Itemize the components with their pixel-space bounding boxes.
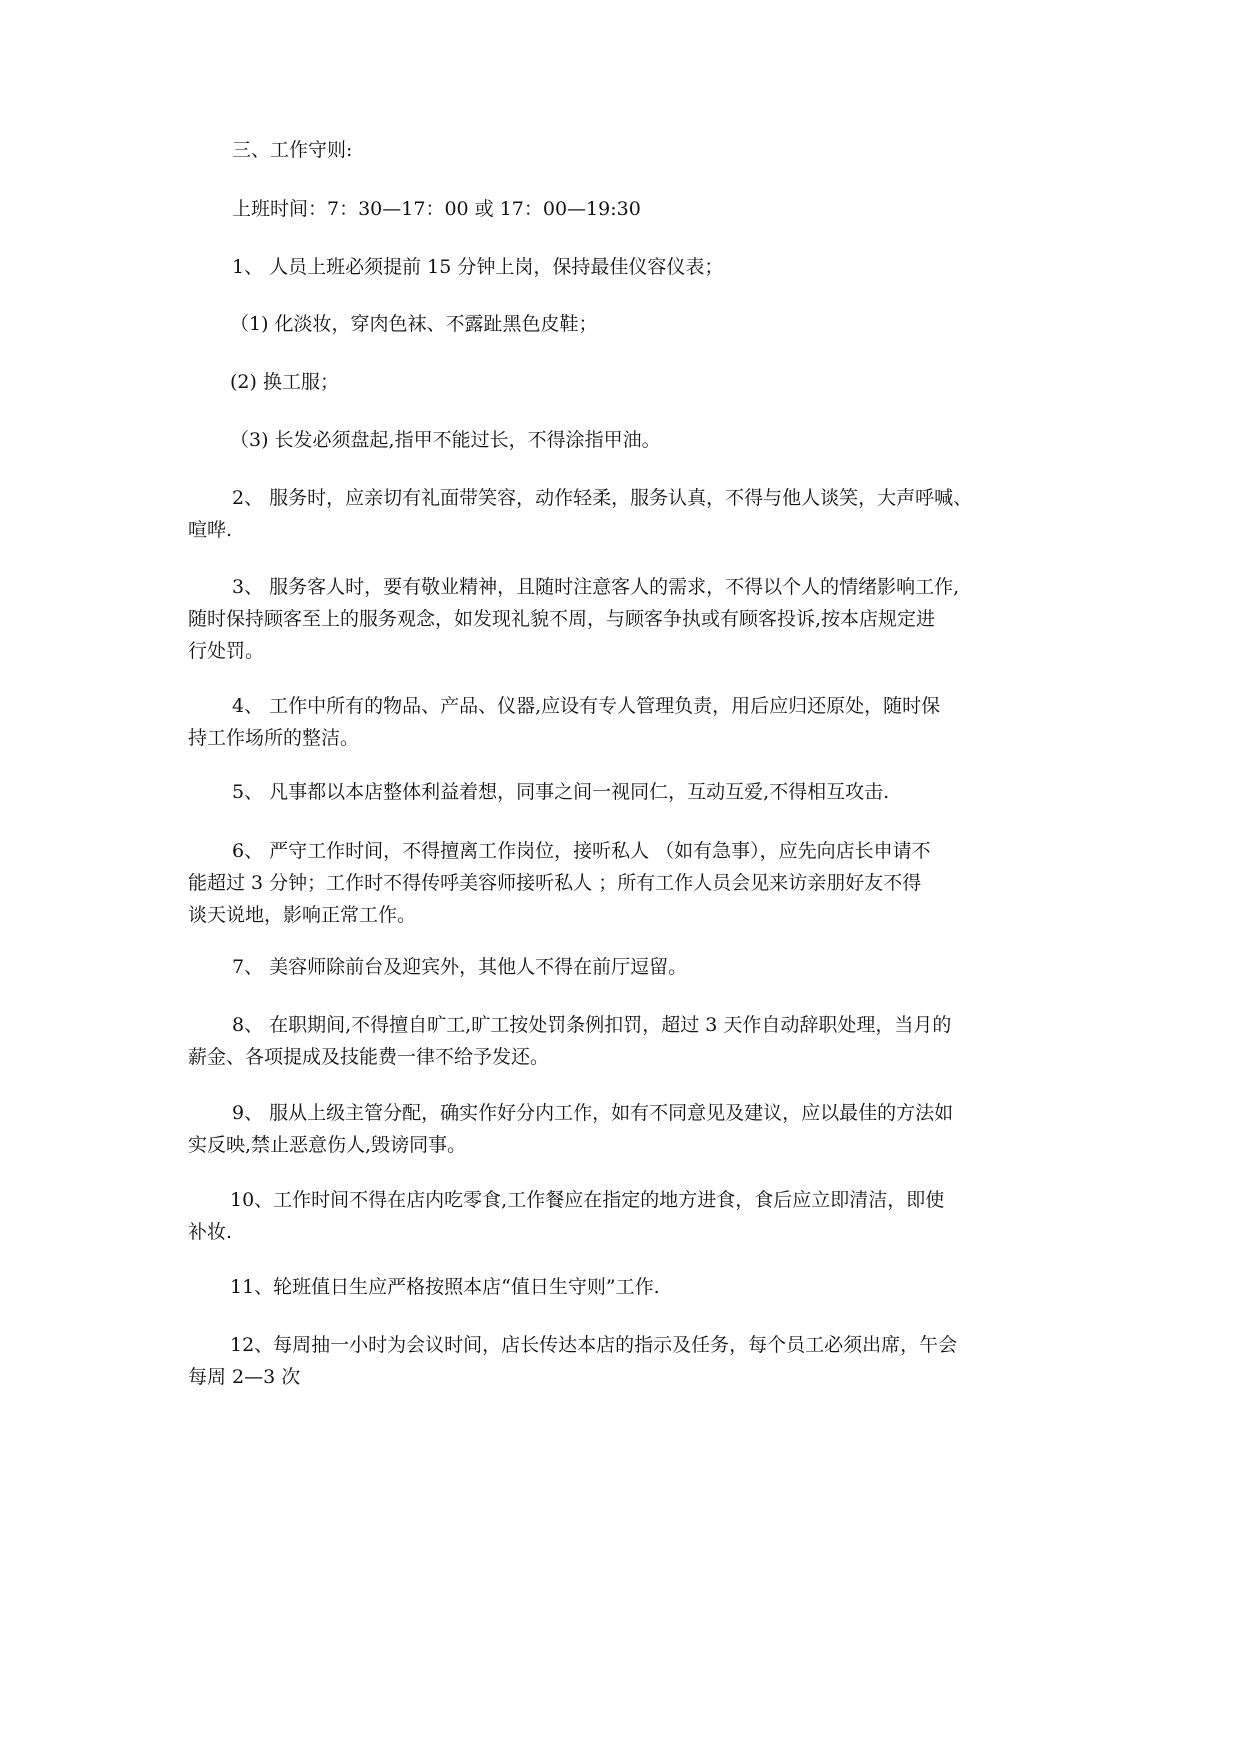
rule-7 (188, 951, 1068, 983)
rule-1-line: 1、 人员上班必须提前 15 分钟上岗，保持最佳仪容仪表； (232, 256, 724, 278)
section-title: 三、工作守则: (232, 139, 353, 161)
rule-3-line-3: 行处罚。 (188, 640, 265, 662)
rule-8-line-1: 8、 在职期间,不得擅自旷工,旷工按处罚条例扣罚，超过 3 天作自动辞职处理，当月的 (232, 1014, 952, 1036)
rule-6-line-1: 6、 严守工作时间，不得擅离工作岗位，接听私人 （如有急事），应先向店长申请不 (232, 840, 931, 862)
rule-11 (188, 1271, 1068, 1303)
rule-2 (188, 482, 1068, 546)
rule-5-line: 5、 凡事都以本店整体利益着想，同事之间一视同仁，互动互爱,不得相互攻击. (232, 781, 890, 803)
rule-6-line-3: 谈天说地，影响正常工作。 (188, 904, 417, 926)
work-hours: 上班时间：7：30—17：00 或 17：00—19:30 (232, 198, 641, 220)
rule-10-line-1: 10、工作时间不得在店内吃零食,工作餐应在指定的地方进食，食后应立即清洁，即使 (230, 1189, 945, 1211)
rule-12-line-2: 每周 2—3 次 (188, 1366, 301, 1388)
rule-4 (188, 690, 1068, 754)
rule-12-line-1: 12、每周抽一小时为会议时间，店长传达本店的指示及任务，每个员工必须出席，午会 (230, 1334, 958, 1356)
rule-4-line-1: 4、 工作中所有的物品、产品、仪器,应设有专人管理负责，用后应归还原处，随时保 (232, 695, 941, 717)
rule-1-sub-3-line: （3) 长发必须盘起,指甲不能过长，不得涂指甲油。 (230, 429, 661, 451)
rule-2-line-1: 2、 服务时，应亲切有礼面带笑容，动作轻柔，服务认真，不得与他人谈笑，大声呼喊、 (232, 487, 973, 509)
rule-3-line-2: 随时保持顾客至上的服务观念，如发现礼貌不周，与顾客争执或有顾客投诉,按本店规定进 (188, 608, 936, 630)
rule-9 (188, 1097, 1068, 1161)
rule-5 (188, 776, 1068, 808)
rule-1-sub-2 (188, 366, 1068, 398)
rule-6 (188, 835, 1068, 931)
rule-9-line-2: 实反映,禁止恶意伤人,毁谤同事。 (188, 1134, 467, 1156)
rule-9-line-1: 9、 服从上级主管分配，确实作好分内工作，如有不同意见及建议，应以最佳的方法如 (232, 1102, 954, 1124)
rule-1 (188, 251, 1068, 283)
rule-10-line-2: 补妆. (188, 1221, 233, 1243)
rule-3-line-1: 3、 服务客人时，要有敬业精神，且随时注意客人的需求，不得以个人的情绪影响工作, (232, 576, 960, 598)
rule-1-sub-2-line: (2) 换工服； (230, 371, 339, 393)
rule-1-sub-1 (188, 308, 1068, 340)
rule-1-sub-3 (188, 424, 1068, 456)
rule-1-sub-1-line: （1) 化淡妆，穿肉色袜、不露趾黑色皮鞋； (230, 313, 598, 335)
rule-11-line: 11、轮班值日生应严格按照本店“值日生守则”工作. (230, 1276, 660, 1298)
rule-7-line: 7、 美容师除前台及迎宾外，其他人不得在前厅逗留。 (232, 956, 688, 978)
rule-2-line-2: 喧哗. (188, 519, 233, 541)
rule-8-line-2: 薪金、各项提成及技能费一律不给予发还。 (188, 1046, 550, 1068)
rule-6-line-2: 能超过 3 分钟；工作时不得传呼美容师接听私人 ；所有工作人员会见来访亲朋好友不得 (188, 872, 922, 894)
rule-12 (188, 1329, 1068, 1393)
rule-10 (188, 1184, 1068, 1248)
rule-8 (188, 1009, 1068, 1073)
rule-3 (188, 571, 1068, 667)
rule-4-line-2: 持工作场所的整洁。 (188, 727, 360, 749)
